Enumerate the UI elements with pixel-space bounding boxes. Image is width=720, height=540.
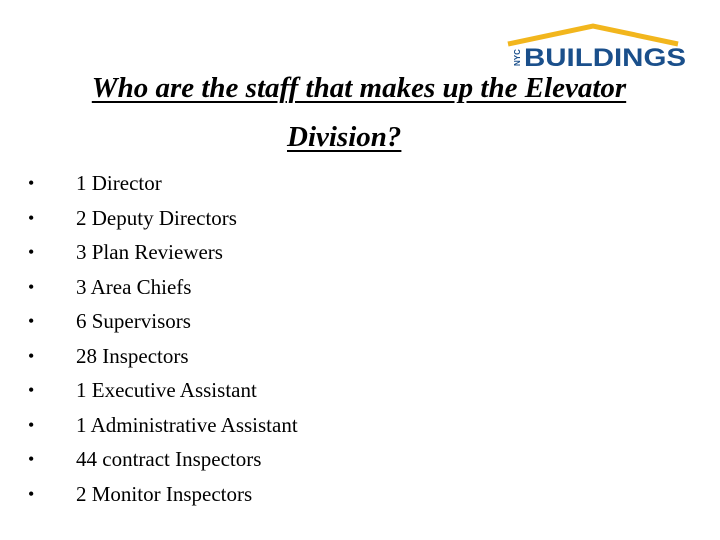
list-item-text: 44 contract Inspectors <box>76 447 262 472</box>
list-item-text: 3 Plan Reviewers <box>76 240 223 265</box>
list-item <box>28 408 298 443</box>
bullet-icon: • <box>28 207 35 228</box>
bullet-icon: • <box>28 242 35 263</box>
list-item <box>28 373 298 408</box>
bullet-icon: • <box>28 276 35 297</box>
list-item-text: 1 Director <box>76 171 162 196</box>
page-title-line-1 <box>0 72 720 105</box>
nyc-buildings-logo-graphic <box>498 22 688 74</box>
bullet-icon: • <box>28 311 35 332</box>
list-item-text: 28 Inspectors <box>76 343 189 368</box>
list-item-text: 6 Supervisors <box>76 309 191 334</box>
logo-main-text: BUILDINGS <box>524 44 686 72</box>
page-title-line-2: Division? <box>287 121 402 153</box>
list-item-text: 2 Deputy Directors <box>76 205 237 230</box>
bullet-icon: • <box>28 414 35 435</box>
list-item <box>28 235 298 270</box>
logo-small-text: NYC <box>513 49 522 66</box>
nyc-buildings-logo <box>498 22 688 74</box>
list-item <box>28 166 298 201</box>
list-item <box>28 270 298 305</box>
list-item-text: 2 Monitor Inspectors <box>76 481 253 506</box>
list-item <box>28 201 298 236</box>
bullet-icon: • <box>28 449 35 470</box>
staff-list <box>28 166 298 511</box>
list-item-text: 1 Executive Assistant <box>76 378 257 403</box>
bullet-icon: • <box>28 173 35 194</box>
list-item <box>28 477 298 512</box>
list-item-text: 3 Area Chiefs <box>76 274 192 299</box>
roof-icon <box>508 26 678 44</box>
list-item <box>28 339 298 374</box>
list-item <box>28 304 298 339</box>
list-item <box>28 442 298 477</box>
bullet-icon: • <box>28 345 35 366</box>
list-item-text: 1 Administrative Assistant <box>76 412 298 437</box>
bullet-icon: • <box>28 483 35 504</box>
page-title-line-1-text: Who are the staff that makes up the Elevator <box>91 72 627 104</box>
bullet-icon: • <box>28 380 35 401</box>
